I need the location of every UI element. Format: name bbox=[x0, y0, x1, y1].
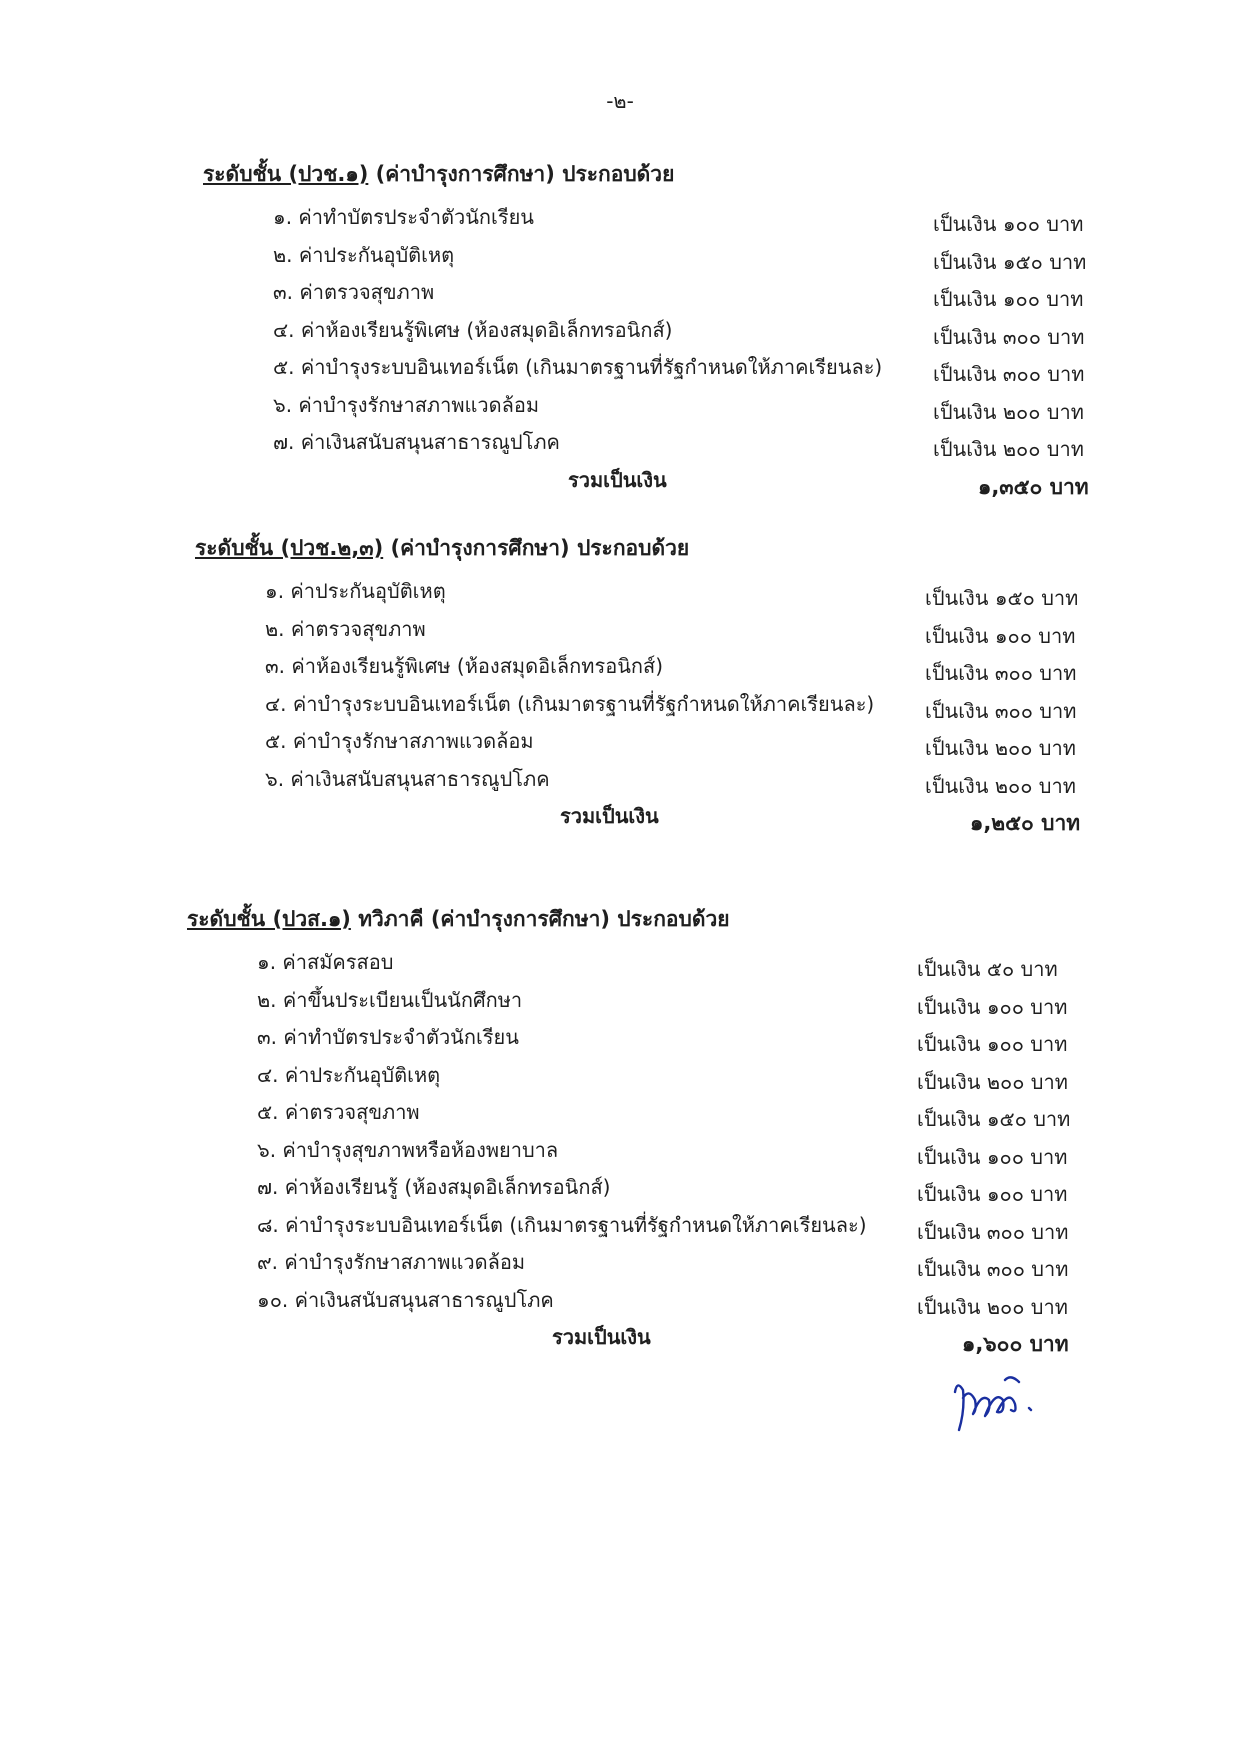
fee-item-label: ๒. ค่าตรวจสุขภาพ bbox=[265, 616, 426, 641]
section-level: ระดับชั้น (ปวช.๑) bbox=[203, 162, 369, 186]
fee-item-label: ๗. ค่าเงินสนับสนุนสาธารณูปโภค bbox=[273, 430, 560, 454]
fee-item-amount: เป็นเงิน ๑๐๐ บาท bbox=[917, 1144, 1068, 1169]
fee-item-amount: เป็นเงิน ๒๐๐ บาท bbox=[917, 1069, 1068, 1094]
fee-item-list bbox=[195, 575, 1095, 800]
fee-item-label: ๔. ค่าห้องเรียนรู้พิเศษ (ห้องสมุดอิเล็กทรอนิกส์) bbox=[273, 317, 673, 342]
fee-item bbox=[195, 688, 1095, 726]
fee-item bbox=[187, 984, 1087, 1022]
fee-item-label: ๕. ค่าบำรุงรักษาสภาพแวดล้อม bbox=[265, 729, 534, 753]
fee-item-label: ๓. ค่าห้องเรียนรู้พิเศษ (ห้องสมุดอิเล็กทรอนิกส์) bbox=[265, 654, 664, 678]
fee-item-label: ๒. ค่าขึ้นประเบียนเป็นนักศึกษา bbox=[257, 987, 523, 1012]
fee-item-label: ๔. ค่าประกันอุบัติเหตุ bbox=[257, 1062, 441, 1087]
total-label: รวมเป็นเงิน bbox=[552, 1325, 651, 1349]
fee-item-amount: เป็นเงิน ๓๐๐ บาท bbox=[933, 362, 1085, 386]
fee-item-label: ๕. ค่าบำรุงระบบอินเทอร์เน็ต (เกินมาตรฐานที่รัฐกำหนดให้ภาคเรียนละ) bbox=[273, 355, 883, 379]
fee-item bbox=[195, 725, 1095, 763]
fee-item-amount: เป็นเงิน ๑๕๐ บาท bbox=[917, 1107, 1071, 1131]
fee-item-label: ๙. ค่าบำรุงรักษาสภาพแวดล้อม bbox=[257, 1250, 526, 1274]
page-number: -๒- bbox=[606, 89, 634, 113]
fee-item-label: ๘. ค่าบำรุงระบบอินเทอร์เน็ต (เกินมาตรฐานที่รัฐกำหนดให้ภาคเรียนละ) bbox=[257, 1212, 867, 1237]
fee-item-amount: เป็นเงิน ๑๕๐ บาท bbox=[925, 586, 1079, 610]
fee-item bbox=[187, 1284, 1087, 1322]
fee-item-label: ๑๐. ค่าเงินสนับสนุนสาธารณูปโภค bbox=[257, 1287, 554, 1312]
fee-item-amount: เป็นเงิน ๑๐๐ บาท bbox=[917, 1032, 1068, 1056]
fee-item-label: ๒. ค่าประกันอุบัติเหตุ bbox=[273, 242, 455, 267]
fee-item-list bbox=[187, 946, 1087, 1321]
total-amount: ๑,๖๐๐ บาท bbox=[962, 1332, 1069, 1356]
fee-item bbox=[187, 1171, 1087, 1209]
section-level: ระดับชั้น (ปวส.๑) bbox=[187, 907, 351, 931]
fee-item bbox=[195, 613, 1095, 651]
fee-section-pvc1 bbox=[203, 158, 1103, 504]
fee-item bbox=[187, 946, 1087, 984]
fee-item bbox=[203, 314, 1103, 352]
fee-item bbox=[203, 351, 1103, 389]
fee-item-label: ๑. ค่าประกันอุบัติเหตุ bbox=[265, 579, 446, 603]
section-heading-text: ทวิภาคี (ค่าบำรุงการศึกษา) ประกอบด้วย bbox=[358, 907, 730, 931]
fee-item-amount: เป็นเงิน ๑๐๐ บาท bbox=[925, 623, 1076, 648]
section-level: ระดับชั้น (ปวช.๒,๓) bbox=[195, 536, 384, 560]
fee-item-label: ๓. ค่าทำบัตรประจำตัวนักเรียน bbox=[257, 1025, 519, 1049]
fee-item-amount: เป็นเงิน ๒๐๐ บาท bbox=[933, 437, 1084, 461]
fee-item-label: ๑. ค่าสมัครสอบ bbox=[257, 950, 394, 974]
section-heading-text: (ค่าบำรุงการศึกษา) ประกอบด้วย bbox=[390, 536, 690, 560]
fee-section-pvs1 bbox=[187, 903, 1087, 1361]
total-amount: ๑,๓๕๐ บาท bbox=[978, 474, 1089, 499]
fee-item-label: ๖. ค่าบำรุงสุขภาพหรือห้องพยาบาล bbox=[257, 1137, 559, 1162]
fee-item-amount: เป็นเงิน ๓๐๐ บาท bbox=[917, 1219, 1069, 1244]
fee-item-list bbox=[203, 201, 1103, 464]
fee-item-amount: เป็นเงิน ๑๕๐ บาท bbox=[933, 249, 1087, 274]
fee-item-label: ๗. ค่าห้องเรียนรู้ (ห้องสมุดอิเล็กทรอนิกส์) bbox=[257, 1175, 611, 1199]
fee-item bbox=[203, 276, 1103, 314]
fee-item-amount: เป็นเงิน ๓๐๐ บาท bbox=[933, 324, 1085, 349]
fee-section-pvc23 bbox=[195, 532, 1095, 840]
fee-item bbox=[195, 650, 1095, 688]
fee-item-amount: เป็นเงิน ๒๐๐ บาท bbox=[917, 1294, 1068, 1319]
fee-item-amount: เป็นเงิน ๑๐๐ บาท bbox=[917, 994, 1068, 1019]
fee-item bbox=[203, 426, 1103, 464]
fee-item bbox=[203, 389, 1103, 427]
fee-item bbox=[187, 1246, 1087, 1284]
fee-total-row bbox=[187, 1321, 1087, 1361]
signature bbox=[945, 1370, 1055, 1440]
fee-total-row bbox=[195, 800, 1095, 840]
fee-item bbox=[187, 1209, 1087, 1247]
section-heading bbox=[203, 158, 1103, 191]
fee-item bbox=[187, 1059, 1087, 1097]
fee-item bbox=[195, 575, 1095, 613]
section-heading bbox=[187, 903, 1087, 936]
fee-item-amount: เป็นเงิน ๓๐๐ บาท bbox=[925, 661, 1077, 685]
fee-item bbox=[187, 1134, 1087, 1172]
fee-item-label: ๖. ค่าบำรุงรักษาสภาพแวดล้อม bbox=[273, 392, 540, 417]
fee-item bbox=[187, 1021, 1087, 1059]
fee-item-amount: เป็นเงิน ๓๐๐ บาท bbox=[925, 698, 1077, 723]
fee-item-amount: เป็นเงิน ๒๐๐ บาท bbox=[925, 736, 1076, 760]
fee-item-amount: เป็นเงิน ๓๐๐ บาท bbox=[917, 1257, 1069, 1281]
fee-item-amount: เป็นเงิน ๑๐๐ บาท bbox=[917, 1182, 1068, 1206]
fee-item-amount: เป็นเงิน ๒๐๐ บาท bbox=[933, 399, 1084, 424]
fee-item bbox=[187, 1096, 1087, 1134]
fee-item-label: ๑. ค่าทำบัตรประจำตัวนักเรียน bbox=[273, 205, 534, 229]
section-heading bbox=[195, 532, 1095, 565]
total-label: รวมเป็นเงิน bbox=[560, 804, 659, 828]
fee-item-amount: เป็นเงิน ๕๐ บาท bbox=[917, 957, 1058, 981]
fee-item-label: ๖. ค่าเงินสนับสนุนสาธารณูปโภค bbox=[265, 766, 550, 791]
fee-item bbox=[203, 239, 1103, 277]
section-heading-text: (ค่าบำรุงการศึกษา) ประกอบด้วย bbox=[375, 162, 675, 186]
fee-item bbox=[203, 201, 1103, 239]
fee-item-label: ๕. ค่าตรวจสุขภาพ bbox=[257, 1100, 420, 1124]
fee-item-amount: เป็นเงิน ๑๐๐ บาท bbox=[933, 287, 1084, 311]
fee-item-amount: เป็นเงิน ๒๐๐ บาท bbox=[925, 773, 1076, 798]
fee-item bbox=[195, 763, 1095, 801]
total-label: รวมเป็นเงิน bbox=[568, 467, 667, 492]
fee-item-amount: เป็นเงิน ๑๐๐ บาท bbox=[933, 212, 1084, 236]
fee-item-label: ๔. ค่าบำรุงระบบอินเทอร์เน็ต (เกินมาตรฐานที่รัฐกำหนดให้ภาคเรียนละ) bbox=[265, 691, 875, 716]
fee-item-label: ๓. ค่าตรวจสุขภาพ bbox=[273, 280, 435, 304]
fee-total-row bbox=[203, 464, 1103, 504]
total-amount: ๑,๒๕๐ บาท bbox=[970, 811, 1081, 835]
